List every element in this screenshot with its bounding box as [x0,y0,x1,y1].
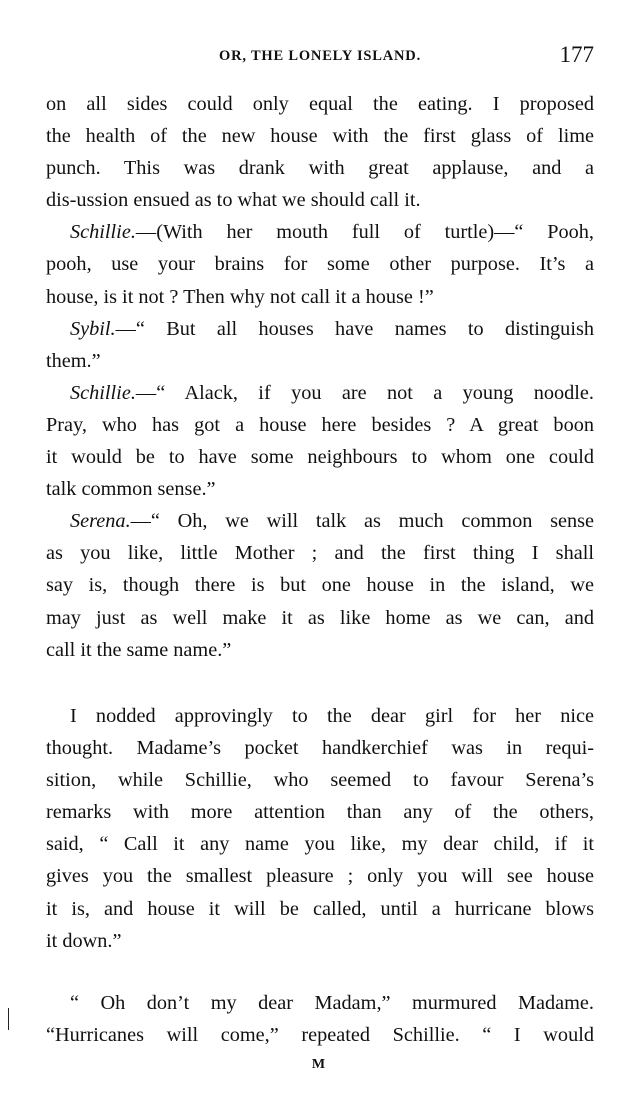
text-line: sition, while Schillie, who seemed to favour Serena’s [46,769,594,792]
text-line: said, “ Call it any name you like, my dear child, if it [46,833,594,856]
text-line: I nodded approvingly to the dear girl for her nice [70,705,594,727]
text-line: remarks with more attention than any of the others, [46,801,594,824]
text-line: it is, and house it will be called, until a hurricane blows [46,897,594,920]
text-line: them.” [46,349,101,372]
text-line: Schillie.—“ Alack, if you are not a young noodle. [70,381,594,404]
text-line: house, is it not ? Then why not call it a house !” [46,285,434,308]
running-title: OR, THE LONELY ISLAND. [219,48,421,64]
running-head [46,44,594,74]
text-line: may just as well make it as like home as we can, and [46,606,594,629]
text-line: gives you the smallest pleasure ; only you will see house [46,865,594,888]
text-line: it down.” [46,929,122,952]
text-line: “ Oh don’t my dear Madam,” murmured Madame. [70,992,594,1014]
text-line: punch. This was drank with great applause, and a [46,157,594,180]
text-line: Sybil.—“ But all houses have names to distinguish [70,317,594,340]
text-line: as you like, little Mother ; and the first thing I shall [46,542,594,565]
text-line: on all sides could only equal the eating. I proposed [46,93,594,115]
text-line: thought. Madame’s pocket handkerchief was in requi- [46,737,594,760]
speaker-name: Schillie. [70,221,136,244]
speaker-name: Sybil. [70,317,116,340]
text-line: talk common sense.” [46,478,216,501]
margin-mark [8,1008,9,1030]
speaker-name: Serena. [70,510,131,533]
text-line: dis‐ussion ensued as to what we should call it. [46,189,421,212]
text-line: “Hurricanes will come,” repeated Schillie. “ I would [46,1024,594,1047]
text-block-narration [46,700,594,957]
text-line: Schillie.—(With her mouth full of turtle)—“ Pooh, [70,221,594,244]
signature-mark: M [311,1057,326,1072]
text-line: Serena.—“ Oh, we will talk as much common sense [70,510,594,533]
text-line: Pray, who has got a house here besides ? A great boon [46,413,594,436]
page-number: 177 [559,42,594,67]
text-line: it would be to have some neighbours to whom one could [46,446,594,469]
text-line: pooh, use your brains for some other purpose. It’s a [46,253,594,276]
text-line: the health of the new house with the first glass of lime [46,125,594,148]
text-line: say is, though there is but one house in the island, we [46,574,594,597]
text-line: call it the same name.” [46,638,232,661]
text-block-dialogue [46,88,594,666]
speaker-name: Schillie. [70,381,136,404]
text-block-closing [46,987,594,1051]
